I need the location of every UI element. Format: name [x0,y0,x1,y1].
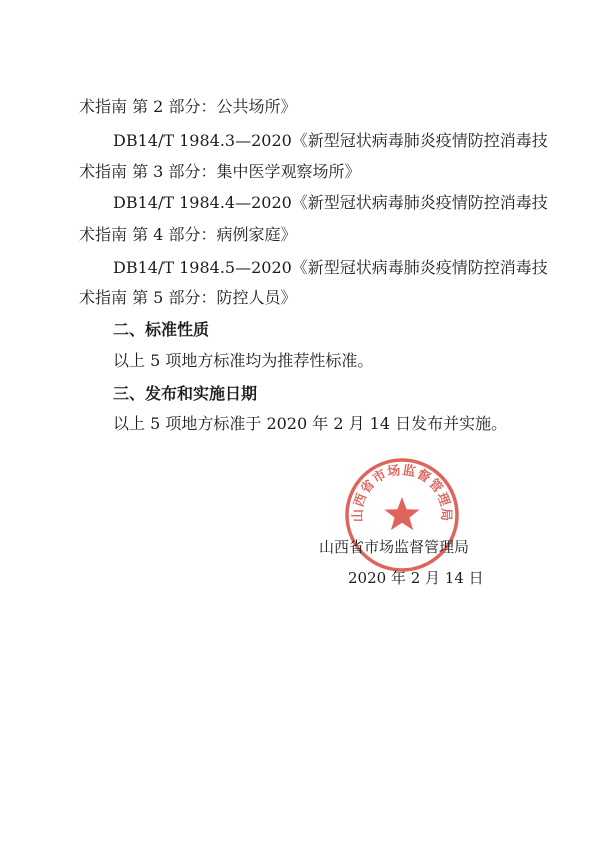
text-line-7: 术指南 第 5 部分：防控人员》 [79,288,297,307]
section-text-release-date: 以上 5 项地方标准于 2020 年 2 月 14 日发布并实施。 [113,414,508,433]
text-line-5: 术指南 第 4 部分：病例家庭》 [79,225,297,244]
section-text-standard-nature: 以上 5 项地方标准均为推荐性标准。 [113,351,374,370]
issue-date: 2020 年 2 月 14 日 [348,569,484,587]
seal-text: 山西省市场监督管理局 [350,463,454,523]
text-line-1: 术指南 第 2 部分：公共场所》 [79,97,297,116]
text-line-4: DB14/T 1984.4—2020《新型冠状病毒肺炎疫情防控消毒技 [113,193,548,212]
issuer-signature: 山西省市场监督管理局 [319,538,470,556]
section-heading-release-date: 三、发布和实施日期 [113,384,258,403]
text-line-6: DB14/T 1984.5—2020《新型冠状病毒肺炎疫情防控消毒技 [113,258,548,277]
svg-text:山西省市场监督管理局 [351,462,453,522]
section-heading-standard-nature: 二、标准性质 [113,320,210,339]
official-seal [342,455,462,575]
text-line-3: 术指南 第 3 部分：集中医学观察场所》 [79,162,361,181]
seal-star-icon [384,497,419,530]
text-line-2: DB14/T 1984.3—2020《新型冠状病毒肺炎疫情防控消毒技 [113,131,548,150]
